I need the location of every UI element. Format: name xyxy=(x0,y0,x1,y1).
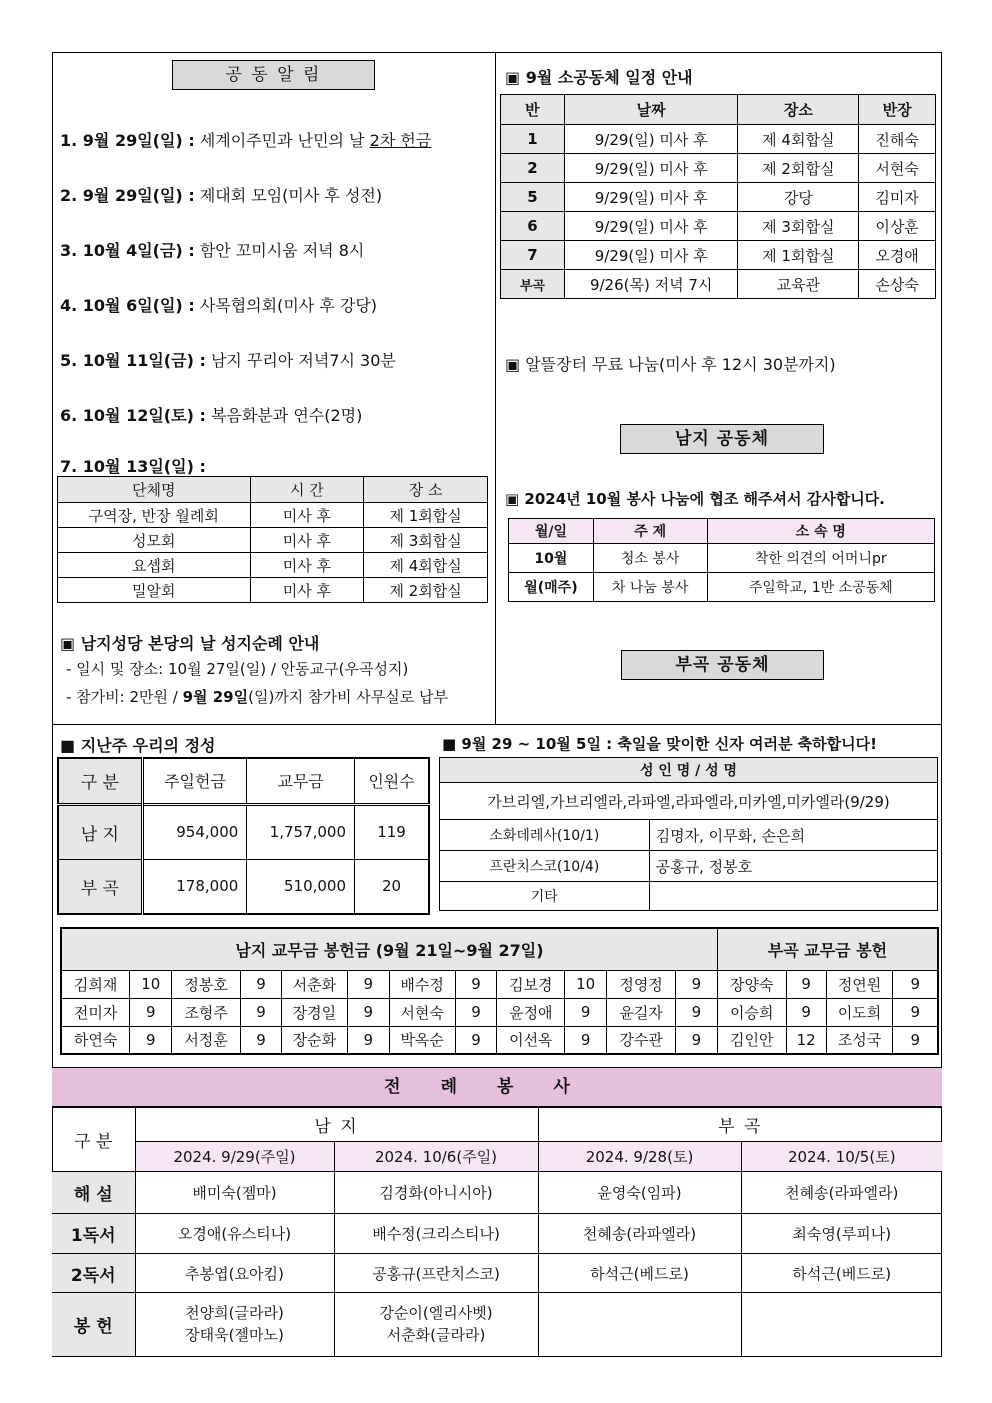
dues-count: 9 xyxy=(347,998,389,1026)
liturgy-cell: 최숙영(루피나) xyxy=(741,1214,942,1254)
liturgy-cell: 배미숙(젬마) xyxy=(135,1172,334,1214)
dues-bugok-title: 부곡 교무금 봉헌 xyxy=(717,928,938,970)
dues-name: 서춘화 xyxy=(281,970,347,998)
dues-name: 이선옥 xyxy=(497,1026,565,1054)
sc-cell: 9/26(목) 저녁 7시 xyxy=(564,270,738,299)
dues-count: 9 xyxy=(130,1026,172,1054)
feast-saint: 소화데레사(10/1) xyxy=(440,820,650,851)
sc-cell: 7 xyxy=(501,241,565,270)
dues-name: 서현숙 xyxy=(389,998,455,1026)
dues-count: 9 xyxy=(455,1026,497,1054)
sc-header: 장소 xyxy=(738,95,859,125)
service-header: 월/일 xyxy=(509,519,594,544)
dues-count: 12 xyxy=(786,1026,826,1054)
liturgy-bugok: 부 곡 xyxy=(538,1108,942,1142)
sc-cell: 이상훈 xyxy=(859,212,936,241)
offering-header: 교무금 xyxy=(247,758,355,804)
group-table xyxy=(57,476,488,603)
liturgy-date: 2024. 9/28(토) xyxy=(538,1142,741,1172)
table-cell: 제 1회합실 xyxy=(364,503,488,528)
offering-cell: 1,757,000 xyxy=(247,804,355,859)
liturgy-role: 1독서 xyxy=(52,1214,135,1254)
sc-cell: 9/29(일) 미사 후 xyxy=(564,125,738,154)
common-notice-title: 공 동 알 림 xyxy=(172,60,375,90)
table-cell: 요셉회 xyxy=(58,553,251,578)
sc-cell: 부곡 xyxy=(501,270,565,299)
dues-name: 윤정애 xyxy=(497,998,565,1026)
feast-table xyxy=(439,757,938,911)
dues-name: 박옥순 xyxy=(389,1026,455,1054)
sc-cell: 제 3회합실 xyxy=(738,212,859,241)
notice-item-1: 1. 9월 29일(일) : 세계이주민과 난민의 날 2차 헌금 xyxy=(60,131,432,150)
dues-name: 장양숙 xyxy=(717,970,786,998)
dues-count: 9 xyxy=(241,1026,282,1054)
dues-count: 9 xyxy=(241,998,282,1026)
offering-cell: 119 xyxy=(355,804,429,859)
market-notice: ▣ 알뜰장터 무료 나눔(미사 후 12시 30분까지) xyxy=(505,355,836,374)
offering-table xyxy=(57,757,430,915)
group-header: 단체명 xyxy=(58,477,251,503)
pilgrimage-title: ▣ 남지성당 본당의 날 성지순례 안내 xyxy=(60,634,320,653)
sc-cell: 진해숙 xyxy=(859,125,936,154)
notice-item-7: 7. 10월 13일(일) : xyxy=(60,457,206,476)
offering-cell: 178,000 xyxy=(142,859,247,914)
table-cell: 미사 후 xyxy=(250,553,364,578)
sc-cell: 제 4회합실 xyxy=(738,125,859,154)
table-cell: 미사 후 xyxy=(250,503,364,528)
dues-name: 강수관 xyxy=(607,1026,676,1054)
service-header: 주 제 xyxy=(593,519,707,544)
notice-item-4: 4. 10월 6일(일) : 사목협의회(미사 후 강당) xyxy=(60,296,378,315)
dues-count: 9 xyxy=(565,998,607,1026)
sc-cell: 서현숙 xyxy=(859,154,936,183)
liturgy-role: 봉 헌 xyxy=(52,1293,135,1356)
dues-count: 9 xyxy=(565,1026,607,1054)
sc-cell: 9/29(일) 미사 후 xyxy=(564,154,738,183)
dues-row xyxy=(61,1026,938,1054)
liturgy-cell: 강순이(엘리사벳) 서춘화(글라라) xyxy=(334,1293,538,1356)
dues-name: 장경일 xyxy=(281,998,347,1026)
liturgy-cell: 천혜송(라파엘라) xyxy=(741,1172,942,1214)
sc-cell: 9/29(일) 미사 후 xyxy=(564,241,738,270)
table-cell: 제 2회합실 xyxy=(364,578,488,603)
dues-name: 서정훈 xyxy=(172,1026,241,1054)
table-cell: 성모회 xyxy=(58,528,251,553)
offering-row-label: 남 지 xyxy=(58,804,142,859)
feast-saint: 프란치스코(10/4) xyxy=(440,851,650,882)
sc-cell: 오경애 xyxy=(859,241,936,270)
feast-title: ■ 9월 29 ~ 10월 5일 : 축일을 맞이한 신자 여러분 축하합니다! xyxy=(442,735,877,753)
sc-cell: 5 xyxy=(501,183,565,212)
dues-count: 9 xyxy=(786,998,826,1026)
service-cell: 차 나눔 봉사 xyxy=(593,573,707,602)
notice-item-5: 5. 10월 11일(금) : 남지 꾸리아 저녁7시 30분 xyxy=(60,351,396,370)
liturgy-cell xyxy=(741,1293,942,1356)
feast-names xyxy=(649,882,937,911)
liturgy-role: 2독서 xyxy=(52,1254,135,1293)
dues-count: 9 xyxy=(347,1026,389,1054)
liturgy-cell: 배수정(크리스티나) xyxy=(334,1214,538,1254)
notice-item-6: 6. 10월 12일(토) : 복음화분과 연수(2명) xyxy=(60,406,363,425)
pilgrimage-line2: - 참가비: 2만원 / 9월 29일(일)까지 참가비 사무실로 납부 xyxy=(66,688,448,706)
sc-header: 날짜 xyxy=(564,95,738,125)
dues-name: 김보경 xyxy=(497,970,565,998)
liturgy-namji: 남 지 xyxy=(135,1108,538,1142)
liturgy-cell: 추봉엽(요아킴) xyxy=(135,1254,334,1293)
liturgy-role: 해 설 xyxy=(52,1172,135,1214)
small-community-table xyxy=(500,94,936,299)
sc-cell: 9/29(일) 미사 후 xyxy=(564,212,738,241)
offering-title: ■ 지난주 우리의 정성 xyxy=(60,736,216,755)
group-header: 장 소 xyxy=(364,477,488,503)
table-cell: 미사 후 xyxy=(250,578,364,603)
service-cell: 10월 xyxy=(509,544,594,573)
dues-name: 김희재 xyxy=(61,970,130,998)
offering-cell: 20 xyxy=(355,859,429,914)
service-cell: 주일학교, 1반 소공동체 xyxy=(707,573,934,602)
dues-count: 10 xyxy=(565,970,607,998)
sc-cell: 제 2회합실 xyxy=(738,154,859,183)
liturgy-cell: 천양희(글라라) 장태욱(젤마노) xyxy=(135,1293,334,1356)
service-table xyxy=(508,518,935,602)
dues-name: 김인안 xyxy=(717,1026,786,1054)
offering-header: 인원수 xyxy=(355,758,429,804)
sc-cell: 교육관 xyxy=(738,270,859,299)
sc-cell: 9/29(일) 미사 후 xyxy=(564,183,738,212)
liturgy-cell: 윤영숙(임파) xyxy=(538,1172,741,1214)
dues-name: 조형주 xyxy=(172,998,241,1026)
dues-count: 9 xyxy=(455,970,497,998)
offering-header: 구 분 xyxy=(58,758,142,804)
dues-namji-title: 남지 교무금 봉헌금 (9월 21일~9월 27일) xyxy=(61,928,717,970)
sc-cell: 손상숙 xyxy=(859,270,936,299)
liturgy-table xyxy=(52,1107,942,1356)
offering-header: 주일헌금 xyxy=(142,758,247,804)
dues-name: 정봉호 xyxy=(172,970,241,998)
service-header: 소 속 명 xyxy=(707,519,934,544)
dues-name: 정연원 xyxy=(826,970,893,998)
dues-row xyxy=(61,970,938,998)
service-cell: 착한 의견의 어머니pr xyxy=(707,544,934,573)
liturgy-cell: 김경화(아니시아) xyxy=(334,1172,538,1214)
dues-count: 9 xyxy=(241,970,282,998)
dues-count: 9 xyxy=(675,970,717,998)
sc-header: 반장 xyxy=(859,95,936,125)
liturgy-date: 2024. 10/5(토) xyxy=(741,1142,942,1172)
sc-cell: 1 xyxy=(501,125,565,154)
sc-cell: 제 1회합실 xyxy=(738,241,859,270)
feast-line1: 가브리엘,가브리엘라,라파엘,라파엘라,미카엘,미카엘라(9/29) xyxy=(440,783,938,820)
notice-item-2: 2. 9월 29일(일) : 제대회 모임(미사 후 성전) xyxy=(60,186,383,205)
dues-count: 9 xyxy=(675,998,717,1026)
dues-count: 9 xyxy=(675,1026,717,1054)
liturgy-cell: 오경애(유스티나) xyxy=(135,1214,334,1254)
feast-names: 김명자, 이무화, 손은희 xyxy=(649,820,937,851)
offering-cell: 510,000 xyxy=(247,859,355,914)
pilgrimage-line1: - 일시 및 장소: 10월 27일(일) / 안동교구(우곡성지) xyxy=(66,660,409,678)
feast-header: 성 인 명 / 성 명 xyxy=(440,758,938,783)
table-cell: 밀알회 xyxy=(58,578,251,603)
sc-cell: 2 xyxy=(501,154,565,183)
bugok-community-title: 부곡 공동체 xyxy=(621,650,824,680)
sc-cell: 김미자 xyxy=(859,183,936,212)
table-cell: 제 3회합실 xyxy=(364,528,488,553)
liturgy-cell: 하석근(베드로) xyxy=(741,1254,942,1293)
column-divider xyxy=(495,52,496,724)
liturgy-date: 2024. 10/6(주일) xyxy=(334,1142,538,1172)
dues-count: 9 xyxy=(893,970,938,998)
dues-name: 전미자 xyxy=(61,998,130,1026)
dues-table xyxy=(60,927,939,1055)
small-community-title: ▣ 9월 소공동체 일정 안내 xyxy=(505,68,693,87)
sc-cell: 강당 xyxy=(738,183,859,212)
liturgy-cell: 천혜송(라파엘라) xyxy=(538,1214,741,1254)
table-cell: 제 4회합실 xyxy=(364,553,488,578)
sc-cell: 6 xyxy=(501,212,565,241)
liturgy-cell: 공홍규(프란치스코) xyxy=(334,1254,538,1293)
section-divider xyxy=(52,724,942,725)
table-cell: 미사 후 xyxy=(250,528,364,553)
dues-name: 배수정 xyxy=(389,970,455,998)
sc-header: 반 xyxy=(501,95,565,125)
feast-names: 공홍규, 정봉호 xyxy=(649,851,937,882)
offering-row-label: 부 곡 xyxy=(58,859,142,914)
notice-item-3: 3. 10월 4일(금) : 함안 꼬미시움 저녁 8시 xyxy=(60,241,365,260)
table-cell: 구역장, 반장 월례회 xyxy=(58,503,251,528)
offering-cell: 954,000 xyxy=(142,804,247,859)
dues-name: 하연숙 xyxy=(61,1026,130,1054)
dues-name: 윤길자 xyxy=(607,998,676,1026)
liturgy-title: 전례봉사 xyxy=(52,1067,942,1107)
dues-count: 9 xyxy=(786,970,826,998)
dues-count: 10 xyxy=(130,970,172,998)
dues-count: 9 xyxy=(130,998,172,1026)
liturgy-category: 구 분 xyxy=(52,1108,135,1172)
service-cell: 청소 봉사 xyxy=(593,544,707,573)
liturgy-cell xyxy=(538,1293,741,1356)
group-header: 시 간 xyxy=(250,477,364,503)
dues-name: 이도희 xyxy=(826,998,893,1026)
dues-count: 9 xyxy=(893,1026,938,1054)
feast-saint: 기타 xyxy=(440,882,650,911)
dues-count: 9 xyxy=(893,998,938,1026)
dues-name: 조성국 xyxy=(826,1026,893,1054)
namji-thanks: ▣ 2024년 10월 봉사 나눔에 협조 해주셔서 감사합니다. xyxy=(505,490,885,508)
dues-count: 9 xyxy=(455,998,497,1026)
liturgy-date: 2024. 9/29(주일) xyxy=(135,1142,334,1172)
service-cell: 월(매주) xyxy=(509,573,594,602)
dues-name: 장순화 xyxy=(281,1026,347,1054)
dues-row xyxy=(61,998,938,1026)
namji-community-title: 남지 공동체 xyxy=(620,424,824,454)
dues-count: 9 xyxy=(347,970,389,998)
liturgy-cell: 하석근(베드로) xyxy=(538,1254,741,1293)
dues-name: 정영정 xyxy=(607,970,676,998)
dues-name: 이승희 xyxy=(717,998,786,1026)
